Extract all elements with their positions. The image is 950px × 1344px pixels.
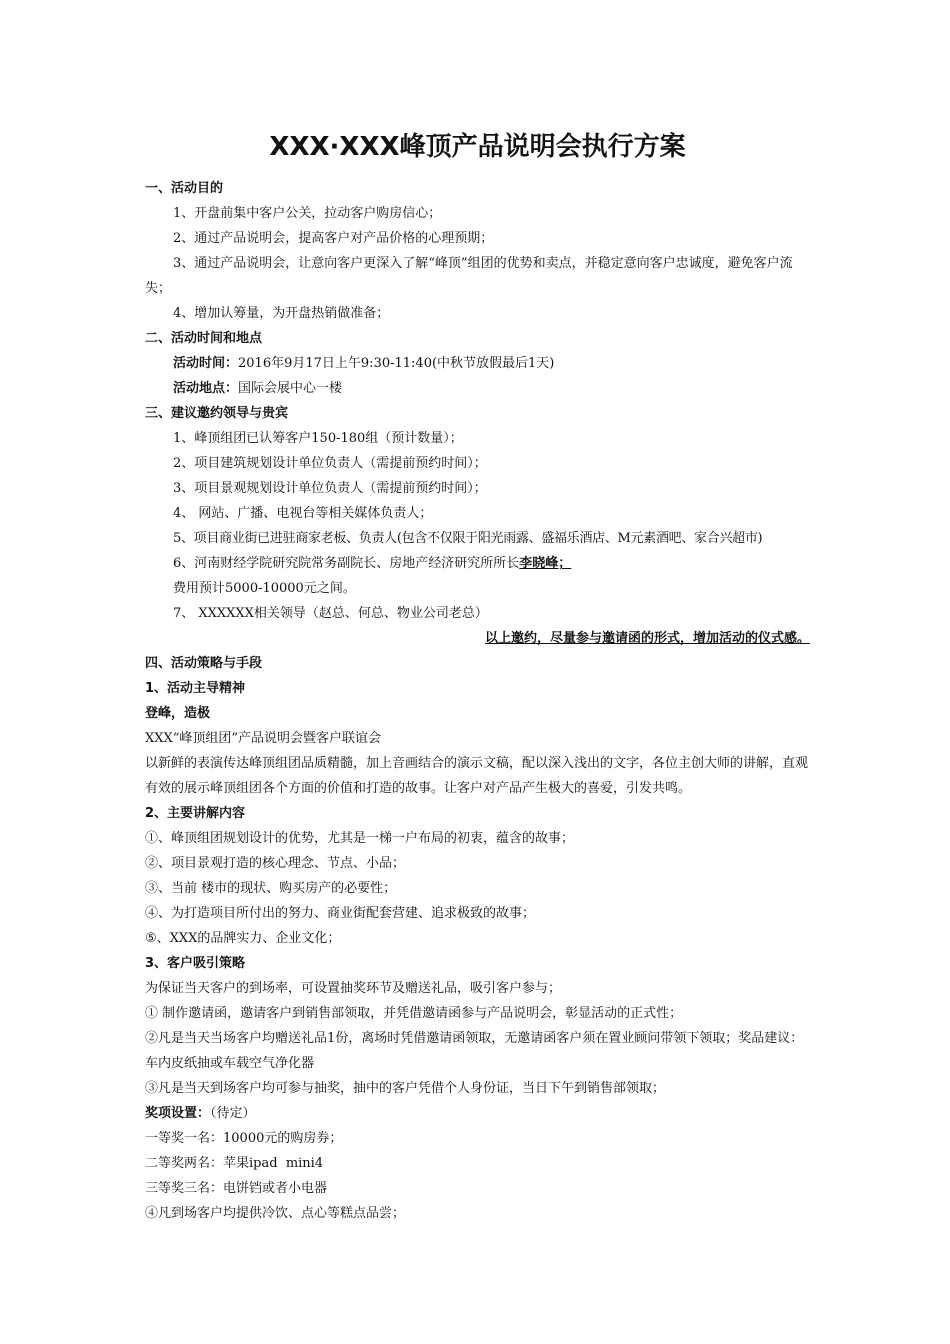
event-place-row (145, 376, 810, 401)
list-item: ④凡到场客户均提供冷饮、点心等糕点品尝； (145, 1206, 406, 1221)
list-item: ①、峰顶组团规划设计的优势，尤其是一梯一户布局的初衷，蕴含的故事； (145, 831, 575, 846)
event-time-row (145, 351, 810, 376)
section-heading-time-place: 二、活动时间和地点 (145, 331, 263, 346)
list-item: ⑤、XXX的品牌实力、企业文化； (145, 931, 341, 946)
list-item: ③、当前 楼市的现状、购买房产的必要性； (145, 881, 397, 896)
list-item: 一等奖一名：10000元的购房券； (145, 1131, 343, 1146)
event-time-label: 活动时间： (173, 356, 239, 371)
list-item: 2、通过产品说明会，提高客户对产品价格的心理预期； (173, 231, 494, 246)
prize-status: （待定） (210, 1106, 256, 1121)
list-item: ②、项目景观打造的核心理念、节点、小品； (145, 856, 406, 871)
page-title: XXX·XXX峰顶产品说明会执行方案 (269, 132, 686, 162)
event-place-value: 国际会展中心一楼 (238, 381, 343, 396)
item6-text: 6、河南财经学院研究院常务副院长、房地产经济研究所所长 (173, 556, 520, 571)
section-heading-purpose: 一、活动目的 (145, 181, 224, 196)
list-item: 7、 XXXXXX相关领导（赵总、何总、物业公司老总） (173, 606, 488, 621)
list-item (145, 551, 810, 576)
section-heading-strategy: 四、活动策略与手段 (145, 656, 263, 671)
event-place-label: 活动地点： (173, 381, 239, 396)
document-page (145, 120, 810, 1226)
list-item: ① 制作邀请函，邀请客户到销售部领取，并凭借邀请函参与产品说明会，彰显活动的正式性； (145, 1006, 683, 1021)
list-item: 二等奖两名：苹果ipad mini4 (145, 1156, 324, 1171)
list-item: 5、项目商业街已进驻商家老板、负责人(包含不仅限于阳光雨露、盛福乐酒店、M元素酒吧、家合兴超市) (173, 531, 763, 546)
event-time-value: 2016年9月17日上午9:30-11:40(中秋节放假最后1天) (238, 356, 555, 371)
event-name: XXX“峰顶组团”产品说明会暨客户联谊会 (145, 731, 382, 746)
description: 以新鲜的表演传达峰顶组团品质精髓，加上音画结合的演示文稿，配以深入浅出的文字，各位主创大师的讲解，直观有效的展示峰顶组团各个方面的价值和打造的故事。让客户对产品产生极大的喜爱，引发共鸣。 (145, 756, 809, 796)
subheading-content: 2、主要讲解内容 (145, 806, 246, 821)
section-heading-invitees: 三、建议邀约领导与贵宾 (145, 406, 289, 421)
prize-settings-row (145, 1101, 810, 1126)
slogan: 登峰，造极 (145, 706, 211, 721)
list-item: 1、开盘前集中客户公关，拉动客户购房信心； (173, 206, 442, 221)
prize-label: 奖项设置： (145, 1106, 211, 1121)
list-item: 3、通过产品说明会，让意向客户更深入了解“峰顶”组团的优势和卖点，并稳定意向客户忠诚度，避免客户流失； (145, 256, 793, 296)
list-item: ②凡是当天当场客户均赠送礼品1份，离场时凭借邀请函领取，无邀请函客户须在置业顾问带领下领取；奖品建议：车内皮纸抽或车载空气净化器 (145, 1031, 804, 1071)
list-item: 2、项目建筑规划设计单位负责人（需提前预约时间）； (173, 456, 487, 471)
list-item: ③凡是当天到场客户均可参与抽奖，抽中的客户凭借个人身份证，当日下午到销售部领取； (145, 1081, 666, 1096)
list-item: 4、 网站、广播、电视台等相关媒体负责人； (173, 506, 433, 521)
subheading-attraction: 3、客户吸引策略 (145, 956, 246, 971)
item6-name: 李晓峰； (519, 556, 572, 571)
cost-note: 费用预计5000-10000元之间。 (173, 581, 356, 596)
list-item: 1、峰顶组团已认筹客户150-180组（预计数量）； (173, 431, 463, 446)
intro-text: 为保证当天客户的到场率，可设置抽奖环节及赠送礼品，吸引客户参与； (145, 981, 562, 996)
list-item: 三等奖三名：电饼铛或者小电器 (145, 1181, 328, 1196)
list-item: 3、项目景观规划设计单位负责人（需提前预约时间）； (173, 481, 487, 496)
list-item: ④、为打造项目所付出的努力、商业街配套营建、追求极致的故事； (145, 906, 536, 921)
list-item: 4、增加认筹量，为开盘热销做准备； (173, 306, 390, 321)
invitation-note: 以上邀约，尽量参与邀请函的形式，增加活动的仪式感。 (484, 631, 810, 646)
subheading-spirit: 1、活动主导精神 (145, 681, 246, 696)
